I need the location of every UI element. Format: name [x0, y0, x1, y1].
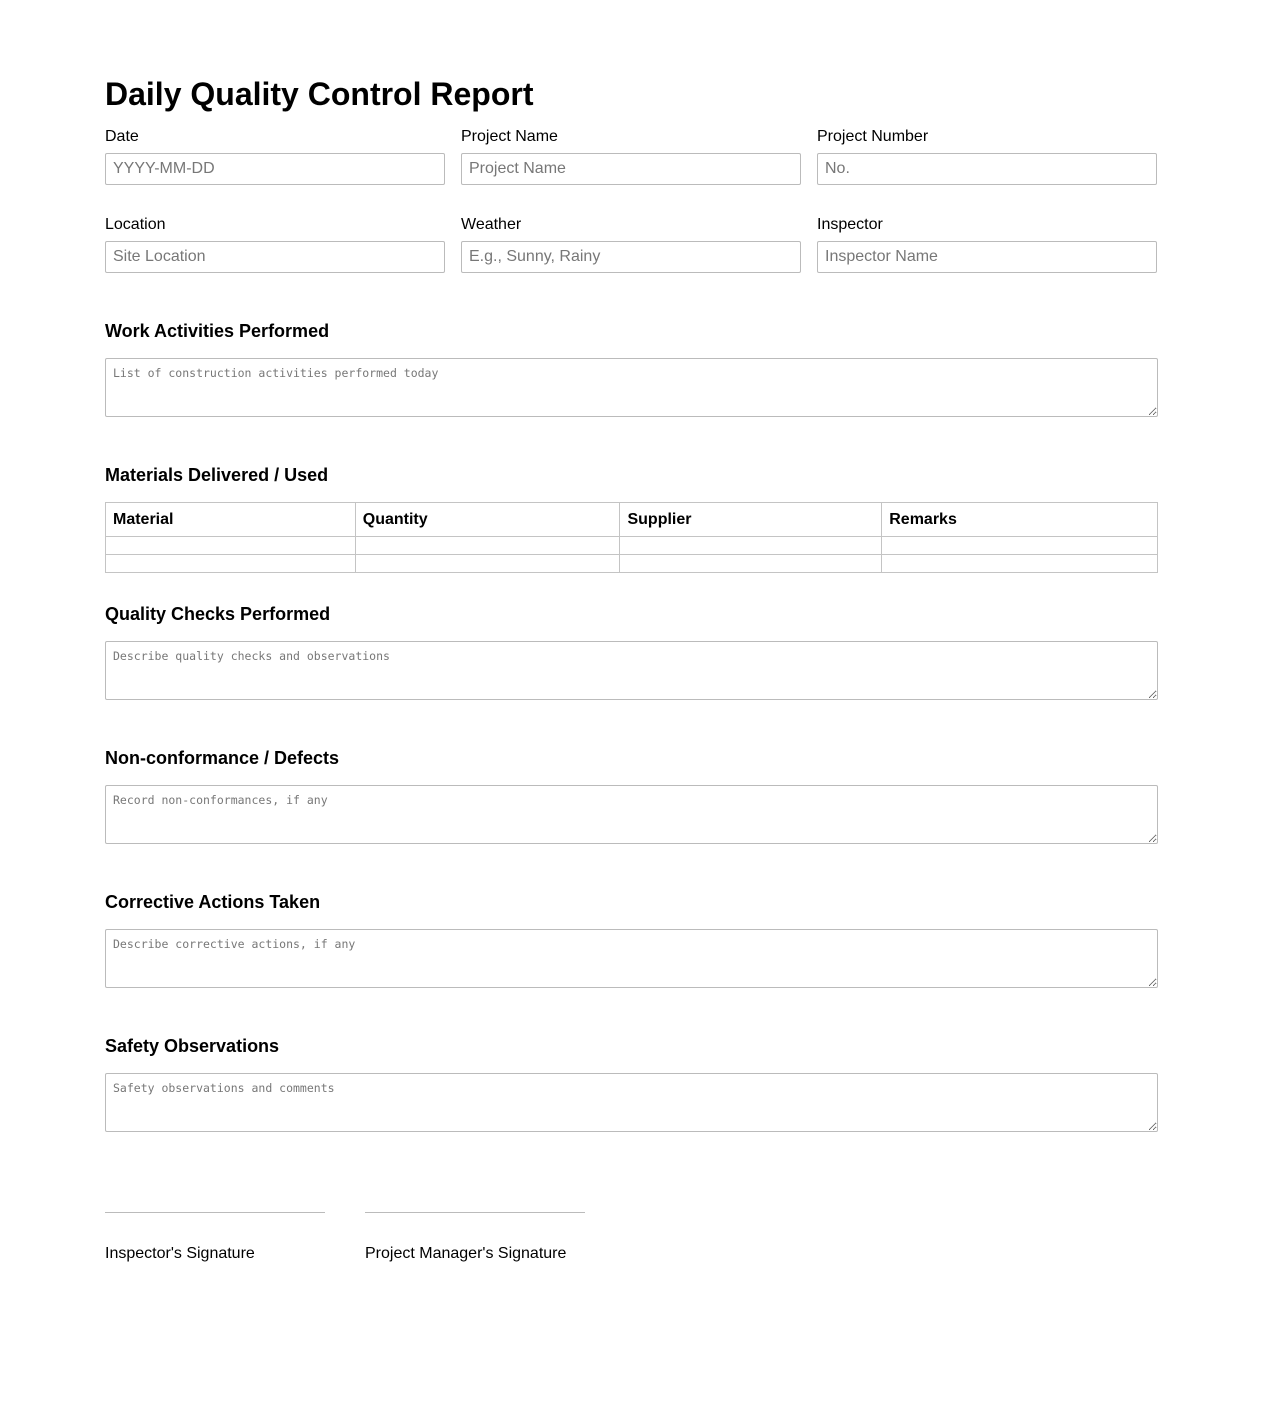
material-cell[interactable]	[106, 537, 356, 555]
date-label: Date	[105, 128, 139, 145]
remarks-cell[interactable]	[882, 537, 1158, 555]
column-header-remarks: Remarks	[882, 503, 1158, 537]
date-input[interactable]	[105, 153, 445, 185]
column-header-quantity: Quantity	[355, 503, 620, 537]
remarks-cell[interactable]	[882, 555, 1158, 573]
material-cell[interactable]	[106, 555, 356, 573]
quantity-cell[interactable]	[355, 555, 620, 573]
project-manager-signature-line[interactable]	[365, 1212, 585, 1213]
safety-heading: Safety Observations	[105, 1036, 280, 1056]
corrective-actions-heading: Corrective Actions Taken	[105, 892, 321, 912]
project-number-field-group	[817, 128, 1157, 185]
fields-row-1	[105, 128, 1158, 185]
weather-field-group	[461, 216, 801, 273]
work-activities-textarea[interactable]	[105, 358, 1158, 417]
supplier-cell[interactable]	[620, 555, 882, 573]
supplier-cell[interactable]	[620, 537, 882, 555]
location-input[interactable]	[105, 241, 445, 273]
table-row	[106, 555, 1158, 573]
inspector-signature-label: Inspector's Signature	[105, 1245, 255, 1262]
inspector-field-group	[817, 216, 1157, 273]
inspector-signature-block	[105, 1212, 325, 1263]
project-name-field-group	[461, 128, 801, 185]
table-row	[106, 537, 1158, 555]
project-name-label: Project Name	[461, 128, 558, 145]
weather-input[interactable]	[461, 241, 801, 273]
column-header-material: Material	[106, 503, 356, 537]
materials-table-header	[106, 503, 1158, 537]
quantity-cell[interactable]	[355, 537, 620, 555]
inspector-label: Inspector	[817, 216, 883, 233]
project-name-input[interactable]	[461, 153, 801, 185]
date-field-group	[105, 128, 445, 185]
quality-checks-textarea[interactable]	[105, 641, 1158, 700]
safety-textarea[interactable]	[105, 1073, 1158, 1132]
materials-heading: Materials Delivered / Used	[105, 465, 329, 485]
column-header-supplier: Supplier	[620, 503, 882, 537]
page-title: Daily Quality Control Report	[105, 76, 534, 112]
project-manager-signature-block	[365, 1212, 585, 1263]
corrective-actions-textarea[interactable]	[105, 929, 1158, 988]
nonconformance-heading: Non-conformance / Defects	[105, 748, 340, 768]
project-number-label: Project Number	[817, 128, 929, 145]
location-label: Location	[105, 216, 166, 233]
fields-row-2	[105, 216, 1158, 273]
nonconformance-textarea[interactable]	[105, 785, 1158, 844]
inspector-input[interactable]	[817, 241, 1157, 273]
work-activities-heading: Work Activities Performed	[105, 321, 330, 341]
weather-label: Weather	[461, 216, 522, 233]
inspector-signature-line[interactable]	[105, 1212, 325, 1213]
quality-checks-heading: Quality Checks Performed	[105, 604, 331, 624]
project-manager-signature-label: Project Manager's Signature	[365, 1245, 567, 1262]
location-field-group	[105, 216, 445, 273]
materials-table	[105, 502, 1158, 573]
project-number-input[interactable]	[817, 153, 1157, 185]
